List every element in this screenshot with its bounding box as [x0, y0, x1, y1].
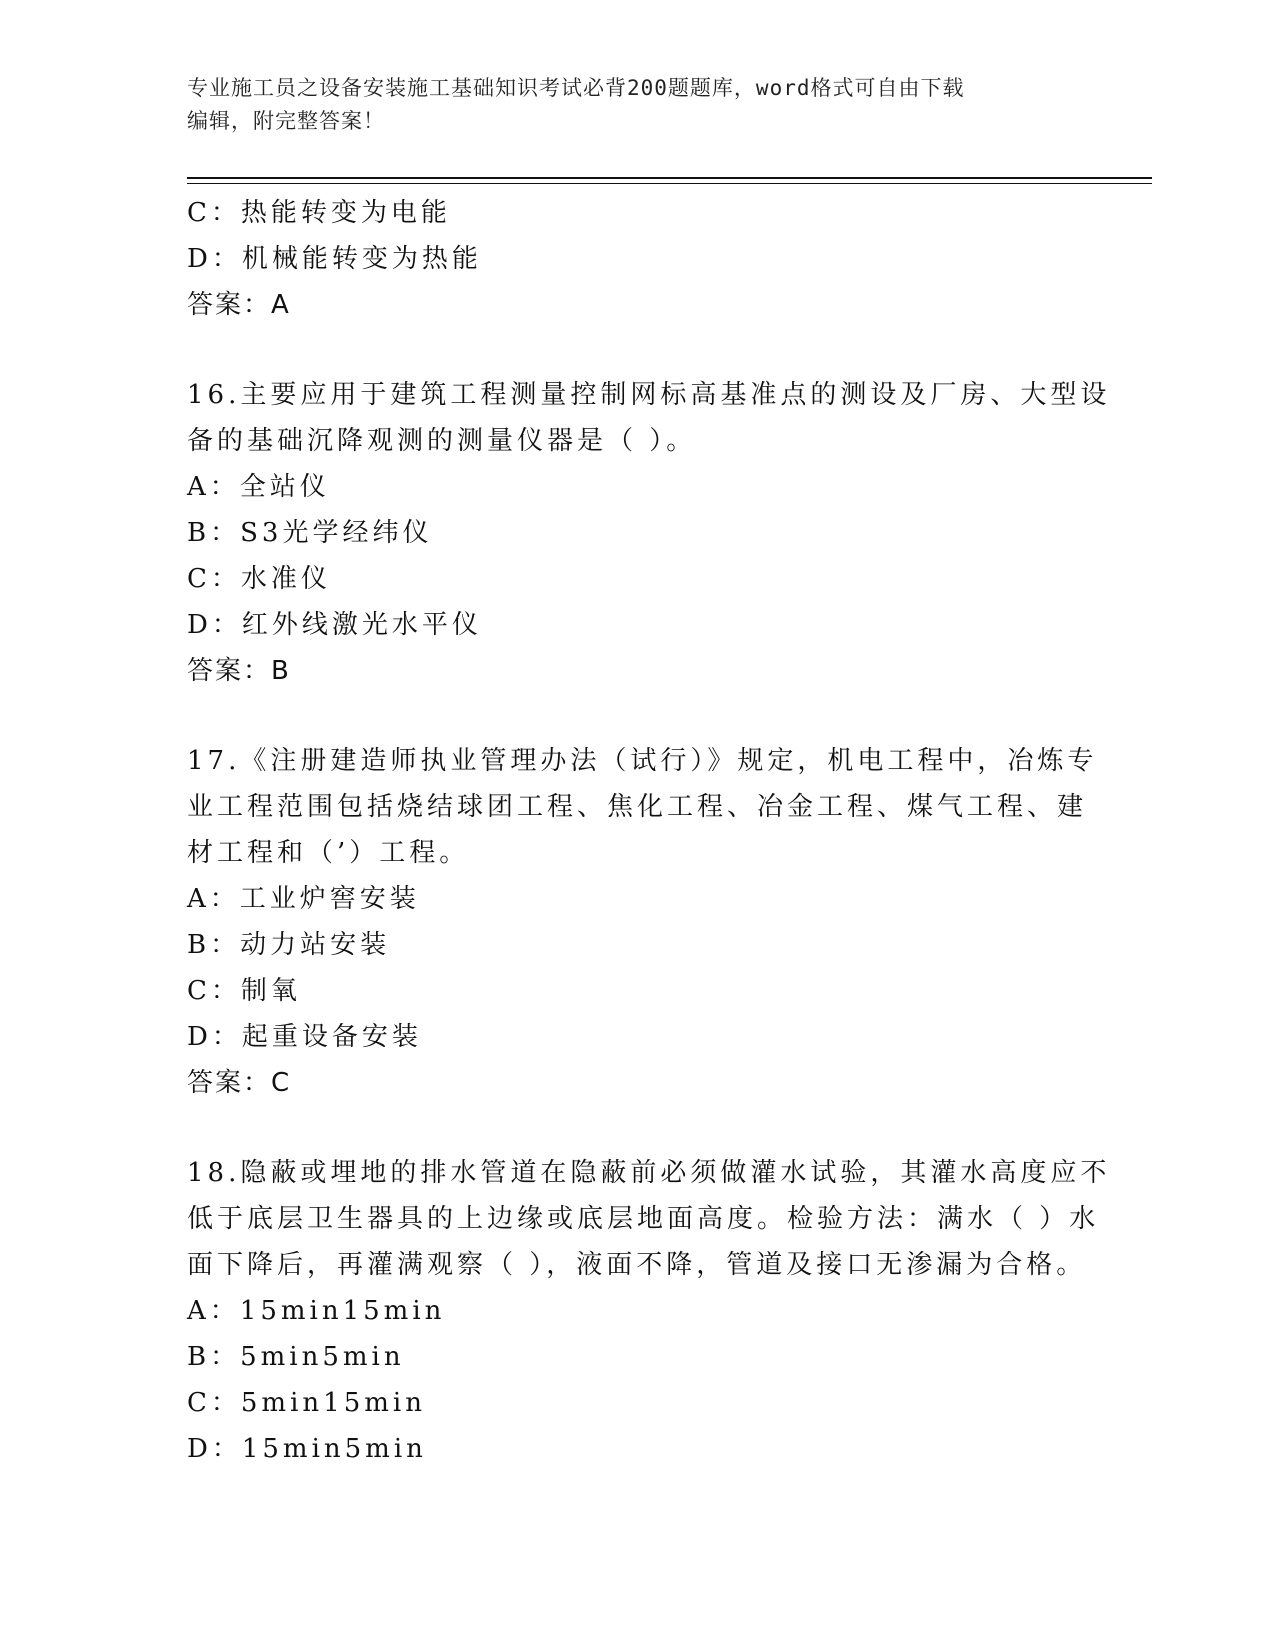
question-17: [187, 738, 1098, 1106]
option-d: D：15min5min: [187, 1434, 427, 1464]
question-stem-line: 17.《注册建造师执业管理办法（试行）》规定，机电工程中，冶炼专: [187, 746, 1098, 776]
question-spacer: [187, 328, 1087, 372]
option-c: C：水准仪: [187, 564, 331, 594]
option-c: C：5min15min: [187, 1388, 426, 1418]
option-d: D：机械能转变为热能: [187, 244, 482, 274]
question-18: [187, 1150, 1111, 1472]
option-d: D：起重设备安装: [187, 1022, 422, 1052]
option-a: A：工业炉窖安装: [187, 884, 420, 914]
header-divider-thin: [187, 183, 1152, 184]
question-spacer: [187, 1106, 1087, 1150]
option-d: D：红外线激光水平仪: [187, 610, 482, 640]
answer-line: 答案：B: [187, 656, 291, 686]
answer-line: 答案：A: [187, 290, 291, 320]
header-title-line-2: 编辑，附完整答案！: [187, 109, 385, 133]
question-stem-line: 18.隐蔽或埋地的排水管道在隐蔽前必须做灌水试验，其灌水高度应不: [187, 1158, 1111, 1188]
question-stem-line: 业工程范围包括烧结球团工程、焦化工程、冶金工程、煤气工程、建: [187, 792, 1088, 822]
header-title-line-1: 专业施工员之设备安装施工基础知识考试必背200题题库，word格式可自由下载: [187, 76, 965, 100]
option-a: A：15min15min: [187, 1296, 446, 1326]
question-stem-line: 低于底层卫生器具的上边缘或底层地面高度。检验方法：满水（ ）水: [187, 1204, 1100, 1234]
option-b: B：S3光学经纬仪: [187, 518, 433, 548]
question-spacer: [187, 694, 1087, 738]
question-16: [187, 372, 1111, 694]
question-stem-line: 面下降后，再灌满观察（ ），液面不降，管道及接口无渗漏为合格。: [187, 1250, 1087, 1280]
document-header: [187, 72, 1087, 138]
question-list: [187, 190, 1111, 1472]
option-a: A：全站仪: [187, 472, 330, 502]
option-b: B：动力站安装: [187, 930, 391, 960]
answer-line: 答案：C: [187, 1068, 292, 1098]
question-stem-line: 备的基础沉降观测的测量仪器是（ ）。: [187, 426, 697, 456]
option-c: C：制氧: [187, 976, 301, 1006]
question-stem-line: 16.主要应用于建筑工程测量控制网标高基准点的测设及厂房、大型设: [187, 380, 1111, 410]
question-15-tail: [187, 190, 1087, 328]
header-divider-thick: [187, 177, 1152, 179]
option-b: B：5min5min: [187, 1342, 405, 1372]
option-c: C：热能转变为电能: [187, 198, 451, 228]
question-stem-line: 材工程和（’）工程。: [187, 838, 470, 868]
